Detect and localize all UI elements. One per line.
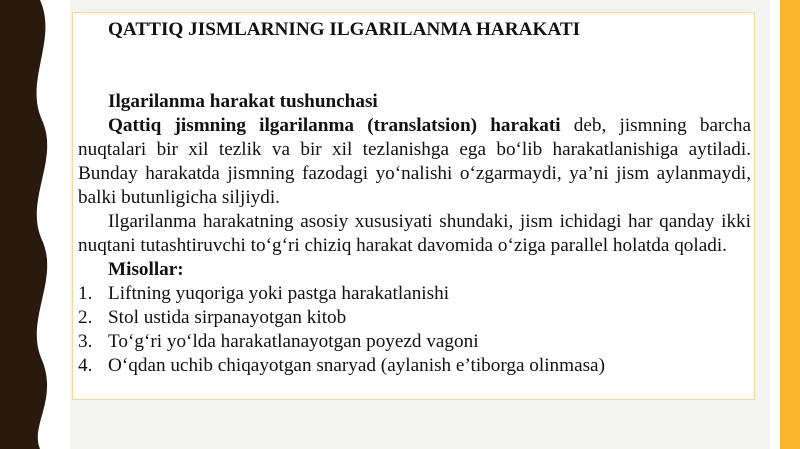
definition-paragraph [78,114,751,210]
examples-heading: Misollar: [108,259,184,280]
list-item [78,282,751,306]
list-item-text: To‘g‘ri yo‘lda harakatlanayotgan poyezd vagoni [108,331,479,352]
list-item-text: O‘qdan uchib chiqayotgan snaryad (aylanish e’tiborga olinmasa) [108,355,605,376]
right-gap [770,0,780,449]
list-item-number: 2. [78,307,93,328]
list-item [78,330,751,354]
slide-content [78,12,751,378]
definition-term: Qattiq jismning ilgarilanma (translatsion) harakati [108,115,561,136]
examples-list [78,282,751,378]
list-item [78,306,751,330]
slide-title: QATTIQ JISMLARNING ILGARILANMA HARAKATI [108,19,581,40]
list-item-text: Stol ustida sirpanayotgan kitob [108,307,347,328]
property-paragraph: Ilgarilanma harakatning asosiy xususiyati shundaki, jism ichidagi har qanday ikki nuqtani tutashtiruvchi to‘g‘ri chiziq harakat davomida o‘ziga parallel holatda qoladi. [78,211,751,256]
list-item [78,354,751,378]
list-item-text: Liftning yuqoriga yoki pastga harakatlanishi [108,283,450,304]
left-decoration [0,0,70,449]
list-item-number: 3. [78,331,93,352]
section-heading: Ilgarilanma harakat tushunchasi [108,91,378,112]
list-item-number: 1. [78,283,93,304]
title-spacer [78,42,751,90]
definition-text: deb, jismning barcha nuqtalari bir xil tezlik va bir xil tezlanishga ega bo‘lib harakatlanishiga aytiladi. Bunday harakatda jismning fazodagi yo‘nalishi o‘zgarmaydi, ya’ni jism aylanmaydi, balki butunligicha siljiydi. [78,115,752,208]
list-item-number: 4. [78,355,93,376]
right-accent-bar [780,0,800,449]
